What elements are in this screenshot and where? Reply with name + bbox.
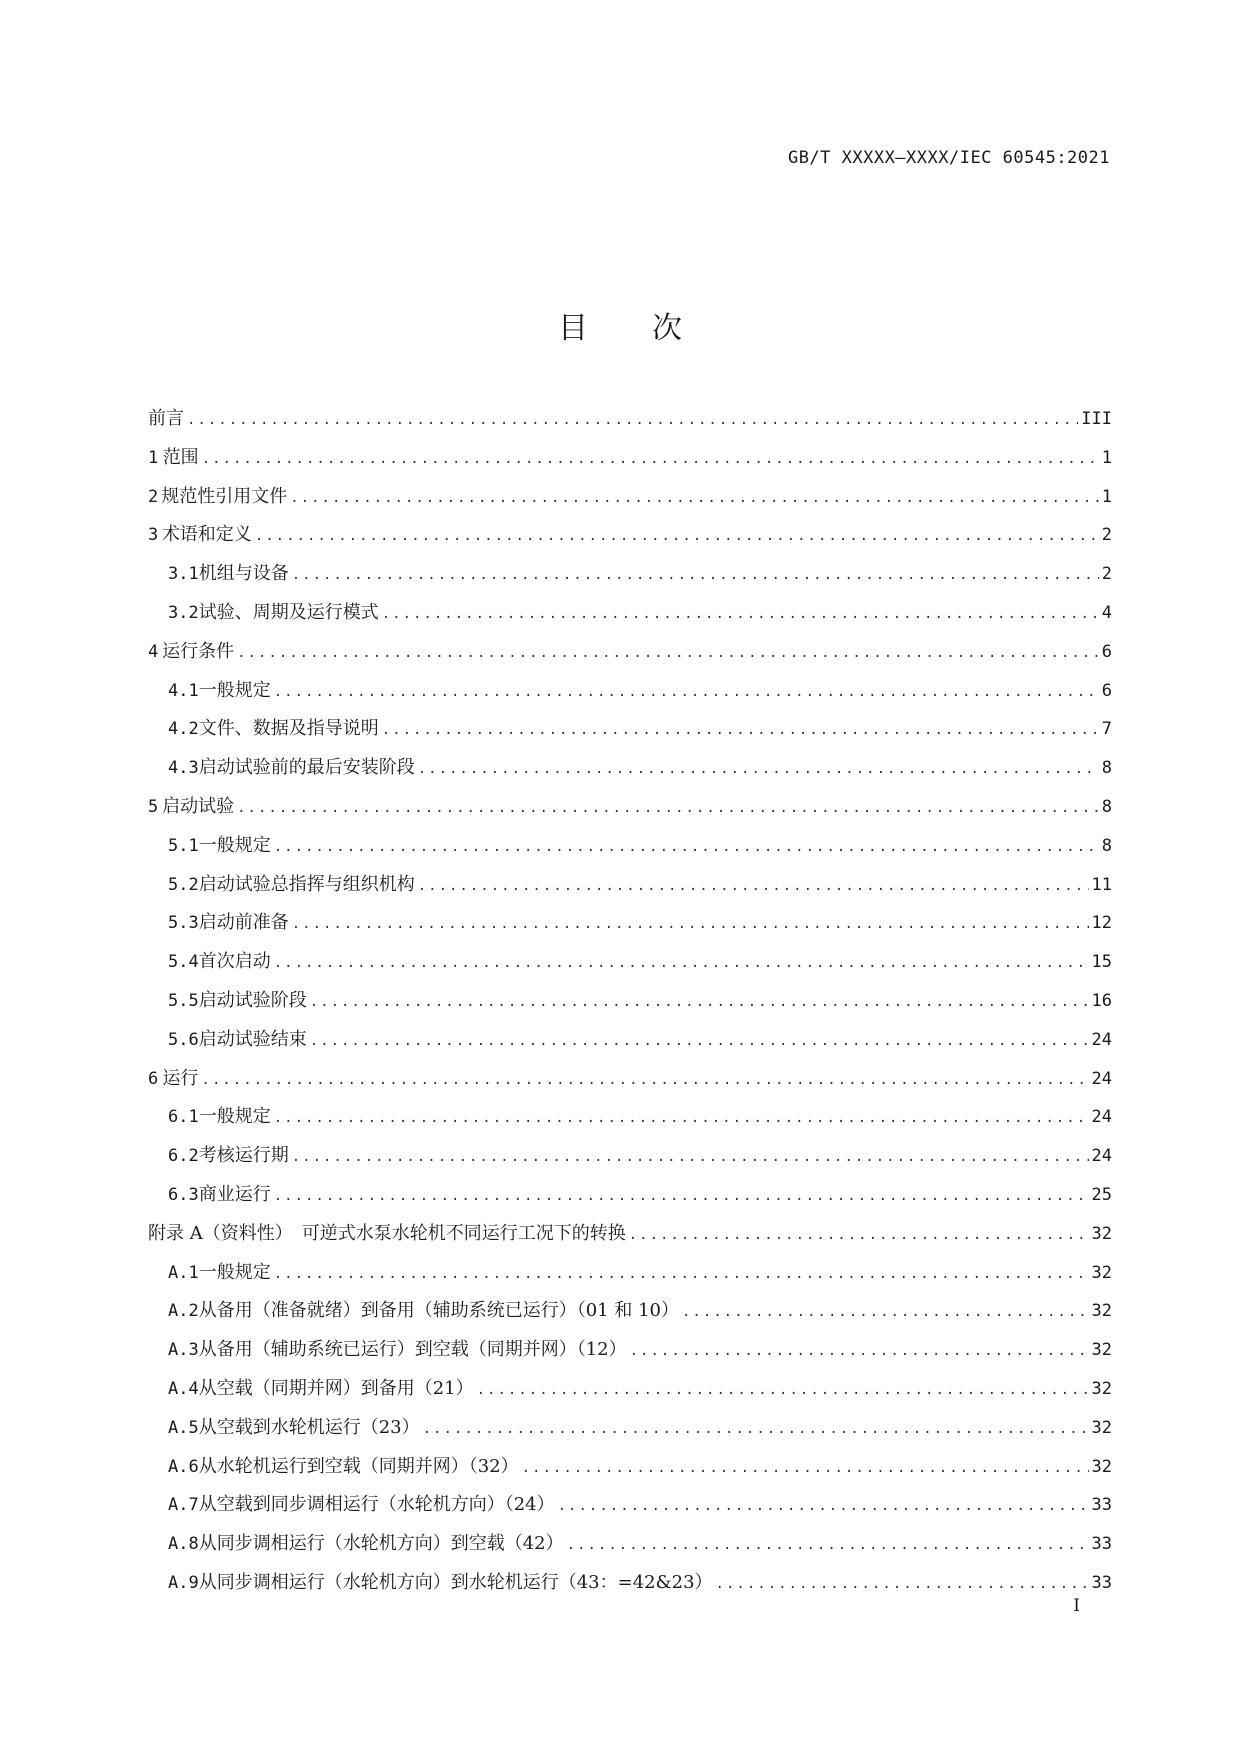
- toc-entry-title: 规范性引用文件: [161, 485, 288, 507]
- toc-entry[interactable]: [148, 1335, 1112, 1374]
- toc-entry-title: 启动前准备: [198, 912, 289, 934]
- toc-entry[interactable]: [148, 443, 1112, 482]
- toc-entry-title: 从空载到同步调相运行（水轮机方向）（24）: [198, 1494, 555, 1516]
- toc-entry-title: 考核运行期: [198, 1145, 289, 1167]
- dot-leader: [310, 994, 1089, 1010]
- toc-entry-number: A.7: [168, 1495, 199, 1516]
- toc-entry-page: 1: [1101, 447, 1112, 468]
- toc-entry-number: 6: [148, 1068, 159, 1089]
- toc-entry[interactable]: [148, 404, 1112, 443]
- toc-entry-title: 从备用（准备就绪）到备用（辅助系统已运行）（01 和 10）: [198, 1300, 679, 1322]
- toc-entry-number: 6.1: [168, 1107, 199, 1128]
- dot-leader: [274, 955, 1089, 971]
- toc-entry-number: A.4: [168, 1378, 199, 1399]
- toc-entry[interactable]: [148, 1490, 1112, 1529]
- toc-entry-number: 3.2: [168, 602, 199, 623]
- toc-entry[interactable]: [148, 753, 1112, 792]
- toc-entry-title: 商业运行: [198, 1183, 271, 1205]
- toc-entry-title: 术语和定义: [161, 524, 252, 546]
- toc-entry-number: 1: [148, 447, 159, 468]
- dot-leader: [682, 1304, 1089, 1320]
- toc-entry[interactable]: [148, 831, 1112, 870]
- dot-leader: [630, 1343, 1089, 1359]
- toc-entry[interactable]: [148, 1064, 1112, 1103]
- dot-leader: [292, 1149, 1089, 1165]
- dot-leader: [274, 1188, 1089, 1204]
- toc-entry-number: 5.6: [168, 1029, 199, 1050]
- toc-entry-title: 从空载（同期并网）到备用（21）: [198, 1377, 474, 1399]
- dot-leader: [274, 839, 1099, 855]
- toc-entry-number: 5.4: [168, 952, 199, 973]
- toc-entry-number: A.9: [168, 1572, 199, 1593]
- toc-entry-number: 4.2: [168, 719, 199, 740]
- toc-entry-number: 6.3: [168, 1184, 199, 1205]
- toc-entry[interactable]: [148, 676, 1112, 715]
- toc-entry-title: 一般规定: [198, 1106, 271, 1128]
- toc-entry[interactable]: [148, 792, 1112, 831]
- dot-leader: [237, 645, 1099, 661]
- page-title: 目次: [558, 311, 746, 347]
- toc-entry-number: 5.1: [168, 835, 199, 856]
- toc-entry[interactable]: [148, 870, 1112, 909]
- toc-entry-title: 文件、数据及指导说明: [198, 718, 379, 740]
- toc-entry-page: 1: [1101, 486, 1112, 507]
- table-of-contents: [148, 404, 1112, 1607]
- dot-leader: [423, 1421, 1089, 1437]
- toc-entry-title: 启动试验前的最后安装阶段: [198, 757, 415, 779]
- dot-leader: [418, 761, 1099, 777]
- dot-leader: [202, 1072, 1089, 1088]
- toc-entry[interactable]: [148, 559, 1112, 598]
- toc-entry-page: 32: [1091, 1456, 1112, 1477]
- toc-entry-title: 一般规定: [198, 834, 271, 856]
- toc-entry-number: A.2: [168, 1301, 199, 1322]
- toc-entry-page: 16: [1091, 990, 1112, 1011]
- toc-entry-title: 试验、周期及运行模式: [198, 601, 379, 623]
- toc-entry-page: 8: [1101, 835, 1112, 856]
- toc-entry-title: 首次启动: [198, 951, 271, 973]
- toc-entry-number: 5.3: [168, 913, 199, 934]
- dot-leader: [202, 451, 1099, 467]
- dot-leader: [418, 878, 1089, 894]
- toc-entry-page: 32: [1091, 1378, 1112, 1399]
- dot-leader: [274, 1110, 1089, 1126]
- toc-entry-page: 24: [1091, 1029, 1112, 1050]
- dot-leader: [310, 1033, 1089, 1049]
- toc-entry[interactable]: [148, 908, 1112, 947]
- toc-entry[interactable]: [148, 947, 1112, 986]
- toc-entry[interactable]: [148, 1296, 1112, 1335]
- toc-entry-page: 24: [1091, 1107, 1112, 1128]
- toc-entry-title: 启动试验: [162, 795, 235, 817]
- toc-entry-number: A.5: [168, 1417, 199, 1438]
- dot-leader: [477, 1382, 1089, 1398]
- dot-leader: [290, 490, 1099, 506]
- toc-entry-page: 32: [1091, 1301, 1112, 1322]
- toc-entry-title: 从水轮机运行到空载（同期并网）（32）: [198, 1455, 519, 1477]
- toc-entry-number: 5.2: [168, 874, 199, 895]
- toc-entry-title: 一般规定: [198, 679, 271, 701]
- dot-leader: [255, 528, 1099, 544]
- toc-entry-page: 32: [1091, 1340, 1112, 1361]
- toc-entry-title: 从同步调相运行（水轮机方向）到水轮机运行（43：=42&23）: [198, 1571, 713, 1593]
- toc-entry-page: 33: [1091, 1534, 1112, 1555]
- toc-entry[interactable]: [148, 714, 1112, 753]
- toc-entry-title: 从同步调相运行（水轮机方向）到空载（42）: [198, 1533, 564, 1555]
- toc-entry-number: A.3: [168, 1340, 199, 1361]
- dot-leader: [382, 606, 1099, 622]
- toc-entry-page: 32: [1091, 1262, 1112, 1283]
- dot-leader: [187, 412, 1078, 428]
- toc-entry-title: 启动试验阶段: [198, 989, 307, 1011]
- dot-leader: [382, 722, 1099, 738]
- toc-entry-page: 4: [1101, 602, 1112, 623]
- dot-leader: [558, 1498, 1089, 1514]
- toc-entry-page: 11: [1091, 874, 1112, 895]
- toc-entry[interactable]: [148, 1219, 1112, 1258]
- toc-entry-title: 运行: [162, 1067, 199, 1089]
- toc-entry-title: 从空载到水轮机运行（23）: [198, 1416, 420, 1438]
- toc-entry-number: 2: [148, 486, 159, 507]
- dot-leader: [237, 800, 1099, 816]
- toc-entry-title: 一般规定: [198, 1261, 271, 1283]
- toc-entry-number: 5.5: [168, 990, 199, 1011]
- toc-entry-page: 33: [1091, 1572, 1112, 1593]
- toc-entry-page: 33: [1091, 1495, 1112, 1516]
- toc-entry-page: III: [1081, 409, 1112, 429]
- toc-entry[interactable]: [148, 1568, 1112, 1607]
- toc-entry-page: 6: [1101, 680, 1112, 701]
- toc-entry-number: A.6: [168, 1456, 199, 1477]
- toc-entry-title: 范围: [162, 446, 199, 468]
- toc-entry[interactable]: [148, 1258, 1112, 1297]
- dot-leader: [522, 1460, 1089, 1476]
- toc-entry[interactable]: [148, 1413, 1112, 1452]
- toc-entry-number: 3.1: [168, 564, 199, 585]
- page-number-footer: I: [1073, 1596, 1080, 1616]
- toc-entry-page: 32: [1091, 1417, 1112, 1438]
- toc-entry[interactable]: [148, 986, 1112, 1025]
- toc-entry-page: 6: [1101, 641, 1112, 662]
- toc-entry[interactable]: [148, 1180, 1112, 1219]
- toc-entry-title: 前言: [148, 408, 184, 429]
- toc-entry[interactable]: [148, 482, 1112, 521]
- toc-entry[interactable]: [148, 1452, 1112, 1491]
- toc-entry-number: 3: [148, 525, 159, 546]
- toc-entry[interactable]: [148, 1025, 1112, 1064]
- toc-entry-number: 5: [148, 796, 159, 817]
- toc-entry-number: 4.1: [168, 680, 199, 701]
- toc-entry-number: A.8: [168, 1534, 199, 1555]
- toc-entry[interactable]: [148, 1374, 1112, 1413]
- toc-entry-number: 4: [148, 641, 159, 662]
- toc-entry-title: 机组与设备: [198, 563, 289, 585]
- document-code-header: GB/T XXXXX—XXXX/IEC 60545:2021: [787, 148, 1110, 168]
- toc-entry-number: 6.2: [168, 1146, 199, 1167]
- toc-entry-page: 8: [1101, 796, 1112, 817]
- toc-entry[interactable]: [148, 1102, 1112, 1141]
- dot-leader: [629, 1227, 1089, 1243]
- toc-entry-page: 15: [1091, 952, 1112, 973]
- toc-entry-title: 启动试验总指挥与组织机构: [198, 873, 415, 895]
- toc-entry-page: 8: [1101, 758, 1112, 779]
- dot-leader: [274, 1266, 1089, 1282]
- dot-leader: [567, 1537, 1089, 1553]
- toc-entry[interactable]: [148, 1141, 1112, 1180]
- toc-entry-page: 25: [1091, 1184, 1112, 1205]
- toc-entry[interactable]: [148, 1529, 1112, 1568]
- dot-leader: [274, 684, 1099, 700]
- toc-entry-title: 启动试验结束: [198, 1028, 307, 1050]
- dot-leader: [292, 567, 1099, 583]
- dot-leader: [716, 1576, 1089, 1592]
- toc-entry-page: 2: [1101, 564, 1112, 585]
- toc-entry-page: 32: [1091, 1223, 1112, 1244]
- toc-entry[interactable]: [148, 520, 1112, 559]
- toc-entry-page: 12: [1091, 913, 1112, 934]
- toc-entry-title: 从备用（辅助系统已运行）到空载（同期并网）（12）: [198, 1339, 627, 1361]
- toc-entry-title: 运行条件: [162, 640, 235, 662]
- toc-entry-page: 24: [1091, 1146, 1112, 1167]
- toc-entry-page: 24: [1091, 1068, 1112, 1089]
- toc-entry-number: A.1: [168, 1262, 199, 1283]
- dot-leader: [292, 916, 1089, 932]
- toc-entry-number: 4.3: [168, 758, 199, 779]
- toc-entry[interactable]: [148, 598, 1112, 637]
- toc-entry-title: 附录 A（资料性） 可逆式水泵水轮机不同运行工况下的转换: [148, 1222, 626, 1244]
- toc-entry-page: 2: [1101, 525, 1112, 546]
- toc-entry-page: 7: [1101, 719, 1112, 740]
- toc-entry[interactable]: [148, 637, 1112, 676]
